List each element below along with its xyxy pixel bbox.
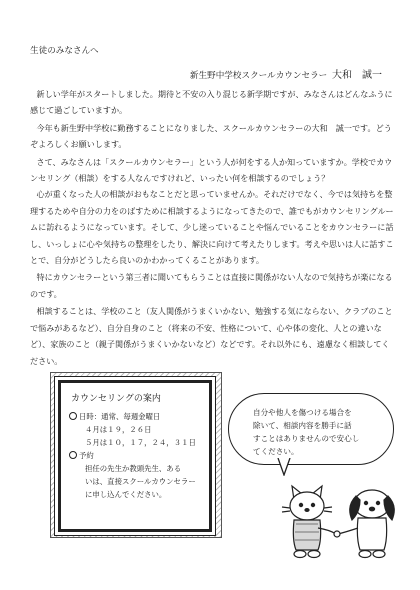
may-dates: ５月は１０，１７，２４，３１日	[85, 438, 196, 447]
paragraph-2: 今年も新生野中学校に勤務することになりました、スクールカウンセラーの大和 誠一です。どうぞよろしくお願いします。	[30, 122, 392, 150]
paragraph-6: 相談することは、学校のこと（友人関係がうまくいかない、勉強する気にならない、クラブのことで悩みがあるなど）、自分自身のこと（将来の不安、性格について、心や体の変化、人との違いなど）、家族のこと（親子関係がうまくいかないなど）などです。それ以外にも、遠慮なく相談してください。	[30, 306, 393, 366]
reservation-line	[69, 449, 201, 462]
bubble-line-3: すことはありませんので安心し	[253, 434, 360, 443]
letter-body	[30, 86, 396, 369]
bubble-line-2: 除いて、相談内容を勝手に話	[253, 421, 352, 430]
circle-bullet-icon	[69, 451, 77, 459]
speech-bubble	[228, 393, 394, 465]
cat-and-dog-illustration	[276, 478, 406, 578]
reservation-text-2: いは、直接スクールカウンセラー	[85, 477, 196, 486]
signature-name: 大和 誠一	[332, 70, 382, 81]
counseling-notice-box	[58, 380, 212, 532]
paragraph-3: さて、みなさんは「スクールカウンセラー」という人が何をする人か知っていますか。学校でカウンセリング（相談）をする人なんですけれど、いったい何を相談するのでしょう？	[30, 156, 393, 184]
dog-icon	[334, 490, 394, 558]
paragraph-4: 心が重くなった人の相談がおもなことだと思っていませんか。それだけでなく、今では気持ちを整理するためや自分の力をのばすために相談するようになってきたので、誰でもがカウンセリングルームに訪れるようになっています。そして、少し迷っていることや悩んでいることをカウンセラーに話し、いっしょに心や気持ちの整理をしたり、解決に向けて考えたりします。考えや思いは人に話すことで、自分がどうしたら良いのかわかってくることがあります。	[30, 189, 394, 266]
schedule-label: 日時：通常、毎週金曜日	[79, 412, 161, 421]
schedule-line	[69, 410, 201, 423]
paragraph-1: 新しい学年がスタートしました。期待と不安の入り混じる新学期ですが、みなさんはどんなふうに感じて過ごしていますか。	[30, 89, 393, 116]
speech-bubble-tail	[276, 458, 292, 476]
signature	[190, 66, 382, 81]
bubble-line-4: てください。	[253, 447, 299, 456]
reservation-text-3: に申し込んでください。	[85, 490, 167, 499]
april-dates: ４月は１９，２６日	[85, 425, 152, 434]
reservation-label: 予約	[79, 451, 94, 460]
reservation-text-1: 担任の先生か教頭先生、ある	[85, 464, 182, 473]
notice-title: カウンセリングの案内	[71, 394, 161, 404]
paragraph-5: 特にカウンセラーという第三者に聞いてもらうことは直接に関係がない人なので気持ちが楽になるのです。	[30, 272, 393, 299]
signature-role: 新生野中学校スクールカウンセラー	[189, 71, 328, 81]
salutation: 生徒のみなさんへ	[30, 46, 99, 56]
cat-icon	[282, 486, 336, 558]
circle-bullet-icon	[69, 412, 77, 420]
bubble-line-1: 自分や他人を傷つける場合を	[253, 408, 352, 417]
